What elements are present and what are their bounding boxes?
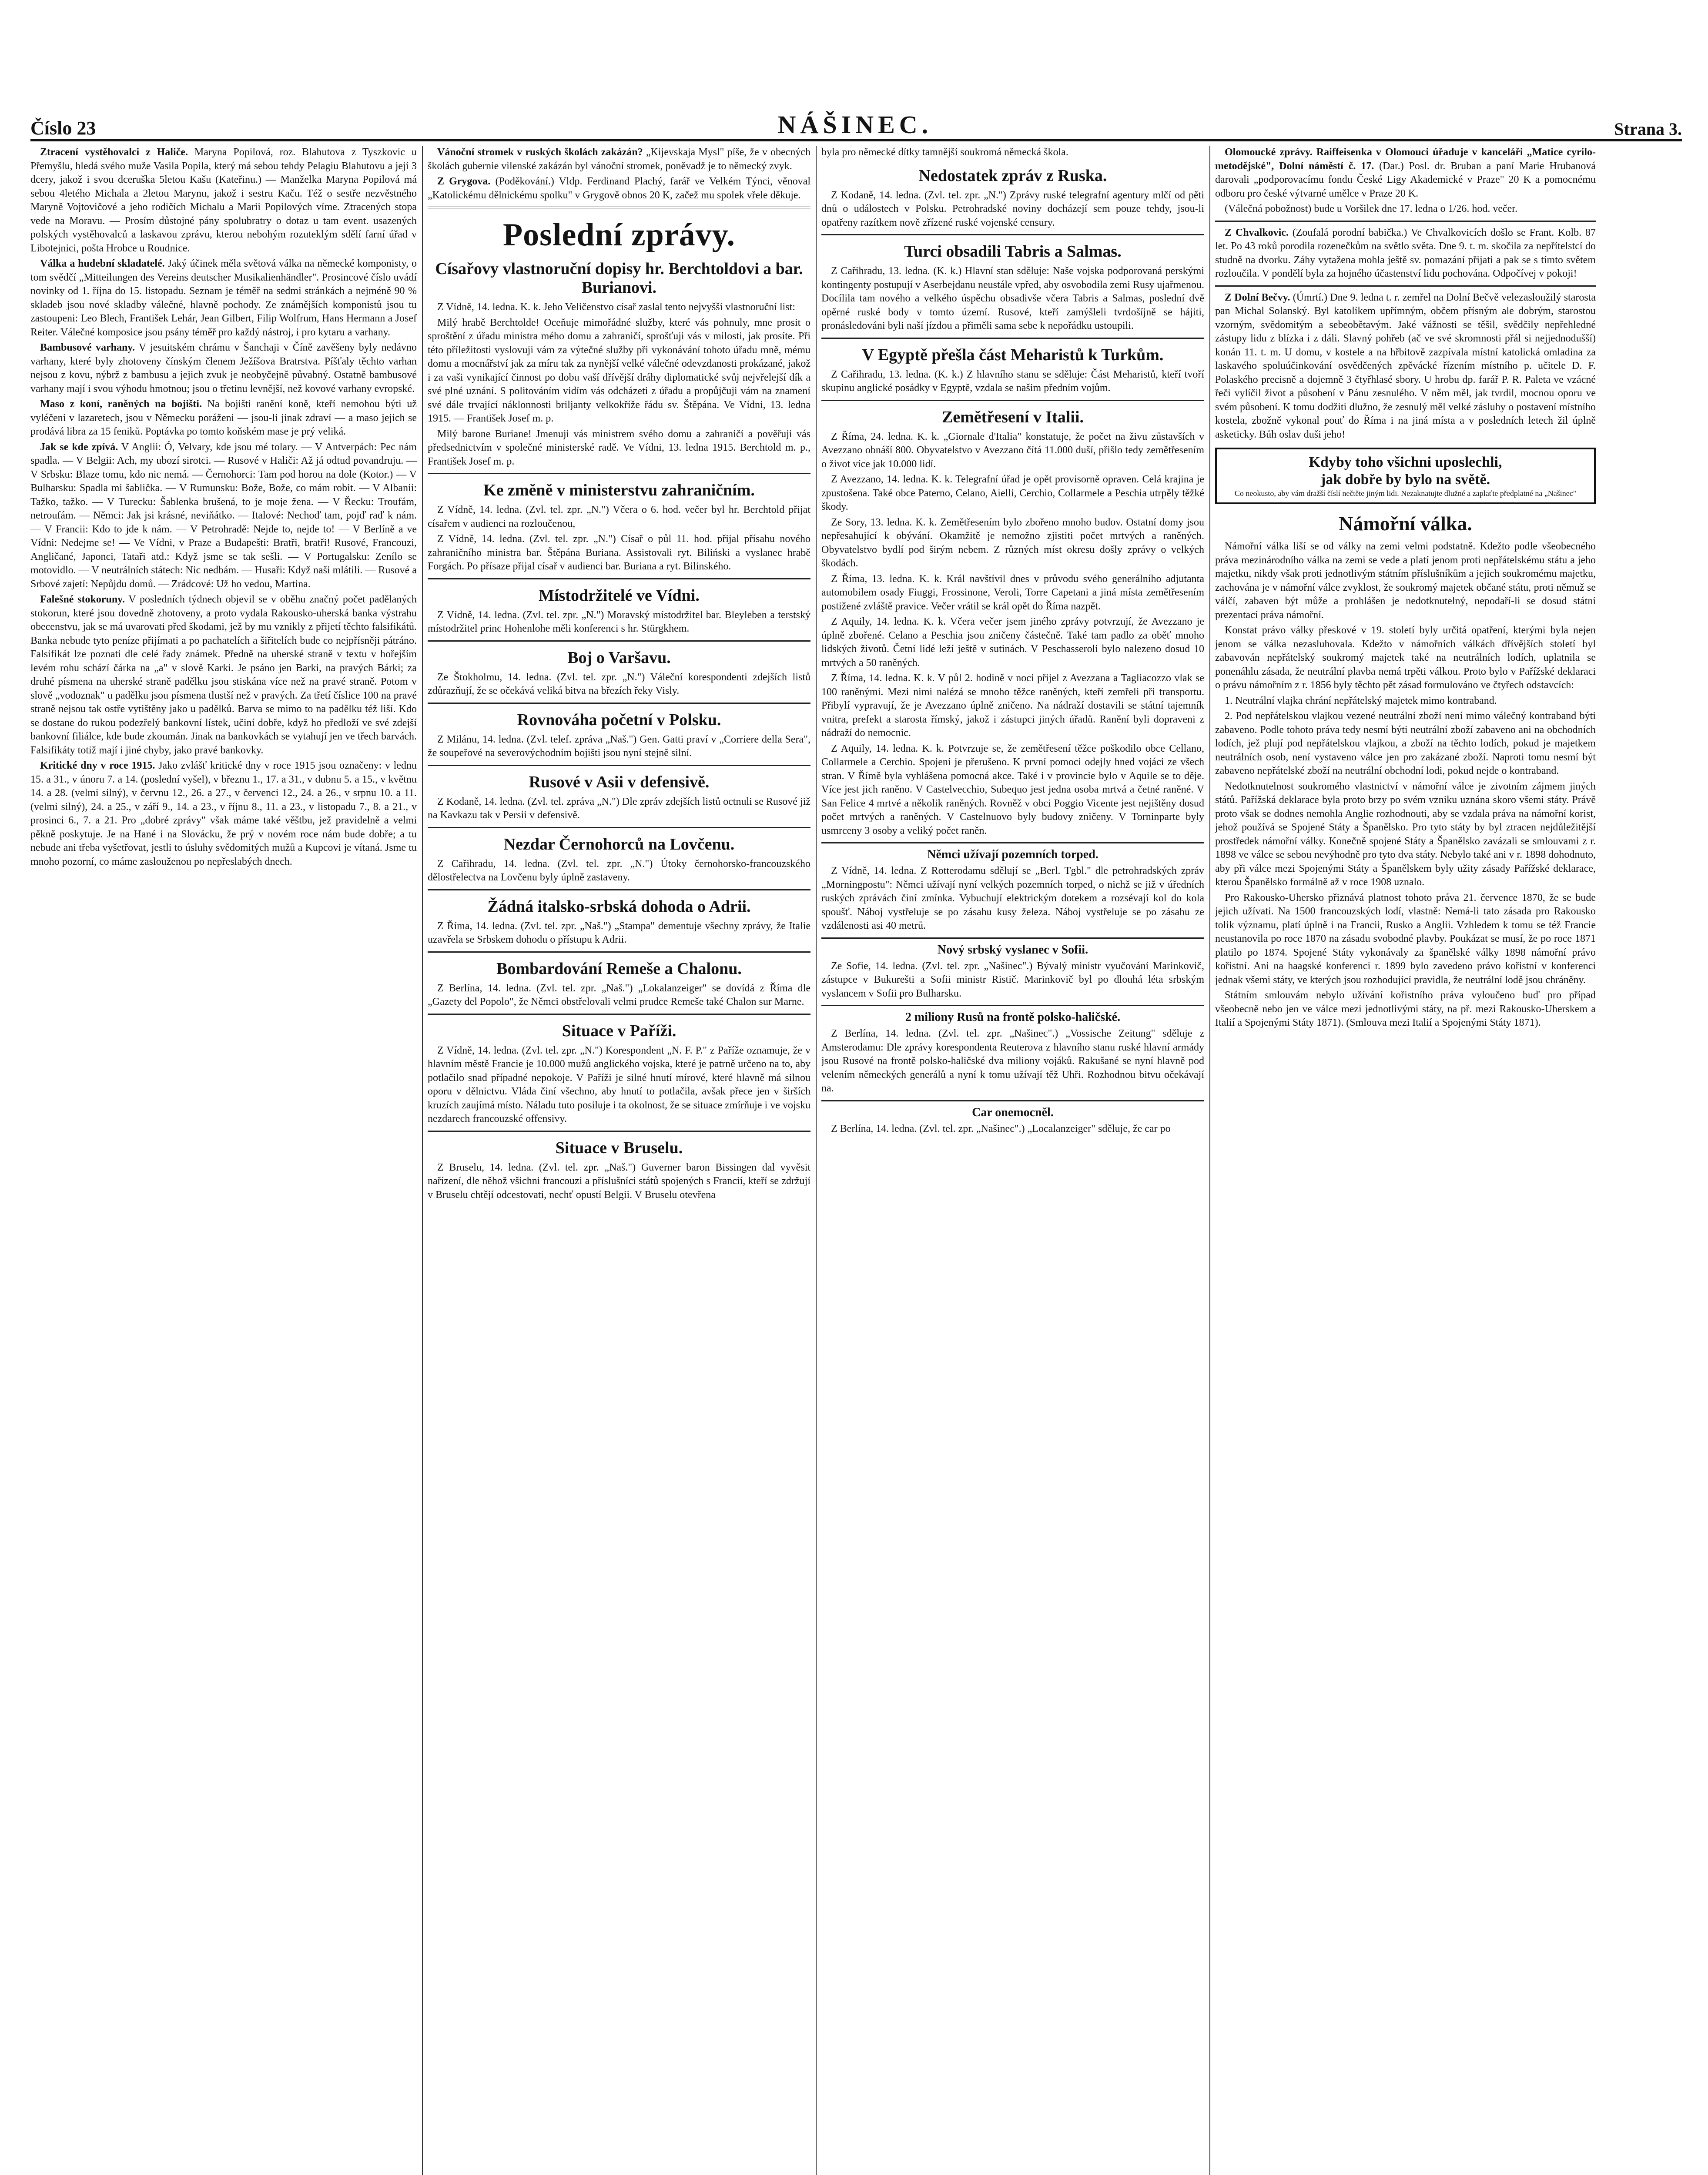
column-3 bbox=[821, 146, 1204, 2175]
article-heading: Rovnováha početní v Polsku. bbox=[517, 710, 721, 729]
subscription-box bbox=[1215, 448, 1596, 504]
news-item-lead: Z Chvalkovic. bbox=[1225, 227, 1289, 238]
article-paragraph: Z Aquily, 14. ledna. K. k. Potvrzuje se, že zemětřesení těžce poškodilo obce Cellano, Collarmele a Cerchio. Spojení je přerušeno. K první pomoci odejly hned vojáci ze všech stran. V Římě byla vyhlášena pomocná akce. Také i v provincie bylo v Aquile se to děje. Více jest jich raněno. V Castelvecchio, Subequo jest jedna osoba mrtvá a četné raněné. V San Felice 4 mrtvé a několik raněných. Rovněž v obci Poggio Vicente jest nejištěny dosud počet mrtvých a raněných. V Castelnuovo byly budovy zničeny. V Torninparte byly usmrceny 3 osoby a veliký počet raněn. bbox=[821, 743, 1204, 837]
section-rule bbox=[821, 842, 1204, 843]
news-item bbox=[1215, 291, 1596, 442]
news-item-text: Na bojišti ranění koně, kteří nemohou býti už vyléčeni v lazaretech, jsou v Německu poráženi — jsou-li jinak zdraví — a maso jejich se prodává libra za 15 feniků. Poptávka po tomto koňském mase je prý veliká. bbox=[30, 398, 417, 437]
section-rule bbox=[428, 889, 810, 890]
article-paragraph: 1. Neutrální vlajka chrání nepřátelský majetek mimo kontraband. bbox=[1225, 695, 1497, 706]
article-heading: Císařovy vlastnoruční dopisy hr. Berchtoldovi a bar. Burianovi. bbox=[435, 260, 803, 297]
section-rule bbox=[821, 1100, 1204, 1101]
section-rule bbox=[428, 827, 810, 828]
column-2-top-notices bbox=[428, 146, 810, 202]
news-item-lead: Válka a hudební skladatelé. bbox=[40, 258, 165, 269]
news-item-text: V posledních týdnech objevil se v oběhu značný počet padělaných stokorun, které jsou dovedně zhotoveny, a proto vydala Rakousko-uherská banka výstrahu obecenstvu, jak se má uvarovati před škodami, jež by mu vznikly z přijetí těchto falsifikátů. Banka nebude tyto peníze přijímati a po pachatelích a šiřitelích bude co nejpřísněji pátráno. Falsifikát lze poznati dle celé řady známek. Předně na uherské straně v textu v hořejším levém rohu schází čárka na „a" v slově Karki. Je psáno jen Barki, na pravých Bárki; za druhé písmena na uherské straně padělku jsou stiskána více než na pravé straně. Potom v slově „vodoznak" u padělku jsou písmena tlustší než v pravých. Za třetí číslice 100 na pravé straně nejsou tak ostře vytištěny jako u padělků. Barva se mimo to na padělku též liší. Kdo se dostane do rukou podezřelý bankovní lístek, učiní dobře, když ho předloží ve své zdejší bankovní filiálce, kde bude zkoumán. Jinak na bankovkách se vytahují jen ve třech barvách. Falsifikáty totiž mají i jiné chyby, jako pravé bankovky. bbox=[30, 594, 417, 756]
section-rule bbox=[428, 765, 810, 766]
newspaper-title: NÁŠINEC. bbox=[777, 110, 933, 139]
article-paragraph: Z Berlína, 14. ledna. (Zvl. tel. zpr. „Našinec".) „Localanzeiger" sděluje, že car po bbox=[831, 1123, 1171, 1134]
section-rule bbox=[821, 338, 1204, 339]
article-paragraph: Z Říma, 13. ledna. K. k. Král navštívil dnes v průvodu svého generálního adjutanta automobilem osady Fiuggi, Frossinone, Veroli, Torre Capetani a jiná místa zemětřesením postižené zvláště pravice. Večer vrátil se král opět do Říma nazpět. bbox=[821, 573, 1204, 612]
news-item-lead: Z Grygova. bbox=[437, 176, 491, 187]
article-paragraph: Z Berlína, 14. ledna. (Zvl. tel. zpr. „Naš.") „Lokalanzeiger" se dovídá z Říma dle „Gazety del Popolo", že Němci obstřelovali velmi prudce Remeše také Chalon sur Marne. bbox=[428, 982, 810, 1007]
article-paragraph: Pro Rakousko-Uhersko přiznává platnost tohoto práva 21. července 1870, že se bude jejich užívati. Na 1500 francouzských lodí, vlastně: Nemá-li tato zásada pro Rakousko tolik významu, platí úplně i na Francii, Rusko a Anglii. Vzhledem k tomu se též Francie neustanovila po roce 1870 na zásadu svobodné plavby. Poukázat se musí, že po roce 1871 platilo po 1874. Spojené Státy vykonávaly za španělské války 1898 námořní právo kořistní. Ani na haagské konferenci r. 1899 bylo zavedeno právo kořistní v konferenci jednak všemi státy, ve kterých jsou rozhodující pravidla, že neutrální lodě jsou chráněny. bbox=[1215, 892, 1596, 986]
news-item-text: V Anglii: Ó, Velvary, kde jsou mé tolary. — V Antverpách: Pec nám spadla. — V Belgii: Ach, my ubozí sirotci. — Rusové v Haliči: Až já odtud povandruju. — V Srbsku: Blaze tomu, kdo nic nemá. — Černohorci: Tam pod horou na dole (Kotor.) — V Bulharsku: Spadla mi šablička. — V Rumunsku: Bože, Bože, co mám robit. — V Albanii: Tažko, tažko. — V Turecku: Šablenka brušená, to je moje žena. — V Řecku: Troufám, netroufám. — Němci: Jak jsi krásné, neviňátko. — Italové: Nechoď tam, pojď raď k nám. — V Francii: Kdo to jde k nám. — V Petrohradě: Nejde to, nejde to! — V Berlíně a ve Vídni: Nedejme se! — Ve Vídni, v Praze a Budapešti: Bratři, bratři! Rusové, Francouzi, Angličané, Japonci, Tataři atd.: Když jsme se tak sešli. — V Portugalsku: Zenílo se motovidlo. — V neutrálních státech: Nic nedbám. — Husaři: Když naši mlátili. — Rusové a Srbové zajetí: Nepůjdu domů. — Zrádcové: Už ho vedou, Martina. bbox=[30, 441, 417, 590]
article-heading: Němci užívají pozemních torped. bbox=[927, 848, 1098, 861]
news-item bbox=[428, 146, 810, 173]
section-rule bbox=[821, 234, 1204, 235]
column-divider bbox=[816, 146, 817, 2175]
article-heading: Rusové v Asii v defensivě. bbox=[529, 773, 710, 791]
article-paragraph: Nedotknutelnost soukromého vlastnictví v námořní válce je zivotním zájmem jiných států. Pařížská deklarace byla proto brzy po svém vzniku uznána skoro všemi státy. Právě proto však se dodnes nemohla Anglie rozhodnouti, aby se vzdala práva na námořní korist, jehož používá se Spojené Státy a Španělsko. Pro tyto státy by byl ztracen nejdůležitější prostředek námořní války. Konečně spojené Státy a Španělsko zavázali se smlouvami z r. 1898 ve válce se sebou nevýhodně pro tyto dva státy. Nebylo také ani v r. 1898 dohodnuto, aby při válce mezi Spojenými Státy a Španělskem byly užity zásady Pařížské deklarace, kterou Španělsko formálně až v roce 1908 uznalo. bbox=[1215, 780, 1596, 888]
news-item-text: (Válečná pobožnost) bude u Voršilek dne 17. ledna o 1/26. hod. večer. bbox=[1225, 203, 1517, 214]
local-news bbox=[1215, 146, 1596, 442]
article-heading: V Egyptě přešla část Meharistů k Turkům. bbox=[862, 345, 1164, 364]
news-item-lead: Kritické dny v roce 1915. bbox=[40, 760, 155, 771]
news-item-lead: Z Dolní Bečvy. bbox=[1225, 291, 1290, 303]
article-paragraph: Z Vídně, 14. ledna. Z Rotterodamu sdělují se „Berl. Tgbl." dle petrohradských zpráv „Morningpostu": Němci užívají nyní velkých pozemních torped, o nichž se již v úředních ruských zprávách činí zmínka. Vybuchují elektrickým dotekem a rozsévají kol do kola spoušť. Náboj vystřeluje se po zásahu kusy železa. Náboj vystřeluje se po zásahu ze vzdálenosti asi 40 metrů. bbox=[821, 865, 1204, 931]
column-divider bbox=[422, 146, 423, 2175]
article-heading: Turci obsadili Tabris a Salmas. bbox=[904, 242, 1122, 261]
news-item-lead: Falešné stokoruny. bbox=[40, 594, 125, 605]
news-item-lead: Jak se kde zpívá. bbox=[40, 441, 118, 453]
section-rule bbox=[428, 473, 810, 474]
article-paragraph: Z Cařihradu, 13. ledna. (K. k.) Hlavní stan sděluje: Naše vojska podporovaná perskými kontingenty postupují v Aserbejdanu neustále vpřed, aby osvobodila zemi Rusy ujařmenou. Docílila tam nového a velkého úspěchu obsadivše včera Tabris a Salmas, poslední dvě opěrné ruské body v tomto území. Rusové, kteří zamýšleli tvrdošíjně se hájiti, pronásledováni byli naší jízdou a přiměli sama sebe k nepořádku ustoupili. bbox=[821, 265, 1204, 331]
article-paragraph: Státním smlouvám nebylo užívání kořistního práva vyloučeno buď pro případ všeobecně nebo jen ve válce mezi jednotlivými státy, na př. mezi Rakousko-Uherskem a Italií a Spojenými Státy 1871). (Smlouva mezi Italií a Spojenými Státy 1871). bbox=[1215, 990, 1596, 1028]
article-paragraph: Ze Sofie, 14. ledna. (Zvl. tel. zpr. „Našinec".) Bývalý ministr vyučování Marinkovič, zástupce v Bukurešti a Sofii ministr Ristič. Marinkovič byl po dlouhá léta srbským vyslancem v Sofii pro Bulharsku. bbox=[821, 960, 1204, 999]
news-item bbox=[30, 441, 417, 592]
news-item bbox=[30, 257, 417, 339]
article-paragraph: Ze Štokholmu, 14. ledna. (Zvl. tel. zpr. „N.") Váleční korespondenti zdejších listů zdůrazňují, že se očekává veliká bitva na březích řeky Visly. bbox=[428, 671, 810, 696]
article-heading: Nezdar Černohorců na Lovčenu. bbox=[503, 835, 735, 853]
article-heading: Situace v Bruselu. bbox=[555, 1138, 683, 1157]
section-rule bbox=[428, 578, 810, 579]
news-item bbox=[30, 759, 417, 869]
news-item bbox=[30, 398, 417, 439]
section-rule bbox=[428, 1131, 810, 1132]
article-paragraph: Z Milánu, 14. ledna. (Zvl. telef. zpráva „Naš.") Gen. Gatti praví v „Corriere della Sera", že soupeřové na severovýchodním bojišti jsou nyní stejně silní. bbox=[428, 733, 810, 759]
section-rule bbox=[428, 1014, 810, 1015]
article-paragraph: Z Kodaně, 14. ledna. (Zvl. tel. zpr. „N.") Zprávy ruské telegrafní agentury mlčí od pěti dnů o událostech v Polsku. Petrohradské noviny docházejí sem pouze tehdy, jsou-li opatřeny razítkem nově zřízené ruské vojenské censury. bbox=[821, 189, 1204, 228]
article-paragraph: Konstat právo války přeskové v 19. století byly určitá opatření, kterými byla nejen jenom se válka nezasluhovala. Kdežto v námořních válkách dřívějších století byl zabavován nepřátelský soukromý majetek také na neutrálních lodích, uplatnila se ponenáhlu zásada, že neutrální plavba nemá trpěti válkou. Proto bylo v Pařížské deklaraci o právu námořním z r. 1856 byly těchto pět zásad formulováno ve čtyřech odstavcích: bbox=[1215, 625, 1596, 691]
article-heading: Boj o Varšavu. bbox=[567, 648, 671, 667]
naval-war-heading: Námořní válka. bbox=[1339, 512, 1472, 535]
news-item bbox=[1215, 146, 1596, 201]
article-paragraph: Z Vídně, 14. ledna. (Zvl. tel. zpr. „N.") Včera o 6. hod. večer byl hr. Berchtold přijat císařem v audienci na rozloučenou, bbox=[428, 504, 810, 529]
box-line-2: jak dobře by bylo na světě. bbox=[1320, 472, 1490, 488]
article-heading: Místodržitelé ve Vídni. bbox=[539, 586, 700, 605]
article-heading: Car onemocněl. bbox=[972, 1105, 1054, 1119]
article-paragraph: Milý barone Buriane! Jmenuji vás ministrem svého domu a zahraničí a pověřuji vás předsednictvím v společné ministerské radě. Ve Vídni, 13. ledna 1915. Berchtold m. p., František Josef m. p. bbox=[428, 428, 810, 467]
article-paragraph: Z Cařihradu, 14. ledna. (Zvl. tel. zpr. „N.") Útoky černohorsko-francouzského dělostřelectva na Lovčenu byly úplně zastaveny. bbox=[428, 858, 810, 883]
article-paragraph: Ze Sory, 13. ledna. K. k. Zemětřesením bylo zbořeno mnoho budov. Ostatní domy jsou nepřesahující k obývání. Okamžitě je nemožno zjistiti počet mrtvých a raněných. Obyvatelstvo bydlí pod širým nebem. Z různých míst okresu došly zprávy o velkých škodách. bbox=[821, 516, 1204, 569]
news-item-text: (Poděkování.) Vldp. Ferdinand Plachý, farář ve Velkém Týnci, věnoval „Katolickému dělnickému spolku" v Grygově obnos 20 K, začež mu spolek vřele děkuje. bbox=[428, 176, 810, 201]
article-paragraph: Z Berlína, 14. ledna. (Zvl. tel. zpr. „Našinec".) „Vossische Zeitung" sděluje z Amsterodamu: Dle zprávy korespondenta Reuterova z hlavního stanu ruské hlavní armády jsou Rusové na frontě polsko-haličské dva miliony vojáků. Rakušané se nyní hlavně pod velením německých generálů a nyní k tomu užívají těž Uhři. Rozhodnou bitvu očekávají na. bbox=[821, 1028, 1204, 1094]
news-item bbox=[1215, 202, 1596, 216]
masthead-rule bbox=[30, 139, 1682, 141]
article-heading: Ke změně v ministerstvu zahraničním. bbox=[483, 481, 755, 499]
article-paragraph: Z Vídně, 14. ledna. (Zvl. tel. zpr. „N.") Korespondent „N. F. P." z Paříže oznamuje, že v hlavním městě Francie je 10.000 mužů anglického vojska, které je patrně určeno na to, aby potlačilo snad případné nepokoje. V Paříži je silné hnutí mírové, které hlavně má silnou oporu v dělnictvu. Vláda činí všechno, aby hnutí to potlačila, avšak přece jen v širších kruzích zaujímá místo. Náladu tuto posiluje i ta okolnost, že se situace zmírňuje i ve vojsku nezdarech francouzské offensivy. bbox=[428, 1044, 810, 1124]
continued-text: byla pro německé dítky tamnější soukromá německá škola. bbox=[821, 147, 1068, 158]
page-number: Strana 3. bbox=[1614, 119, 1682, 139]
article-paragraph: Z Vídně, 14. ledna. K. k. Jeho Veličenstvo císař zaslal tento nejvyšší vlastnoruční list: bbox=[437, 301, 795, 313]
news-item-text: „Kijevskaja Mysl" píše, že v obecných školách gubernie vilenské zakázán byl vánoční stromek, poněvadž je to německý zvyk. bbox=[428, 147, 810, 172]
masthead bbox=[30, 91, 1682, 139]
news-item-lead: Ztracení vystěhovalci z Haliče. bbox=[40, 147, 188, 158]
article-heading: Bombardování Remeše a Chalonu. bbox=[496, 959, 742, 978]
column-3-sections bbox=[821, 167, 1204, 1136]
section-rule bbox=[821, 400, 1204, 401]
latest-news-sections bbox=[428, 260, 810, 1202]
article-paragraph: Z Avezzano, 14. ledna. K. k. Telegrafní úřad je opět provisorně opraven. Celá krajina je zpustošena. Také obce Paterno, Celano, Aielli, Cerchio, Collarmele a Peschia utrpěly těžké škody. bbox=[821, 474, 1204, 512]
article-heading: Žádná italsko-srbská dohoda o Adrii. bbox=[487, 897, 751, 916]
news-item-text: (Zoufalá porodní babička.) Ve Chvalkovicích došlo se Frant. Kolb. 87 let. Po 43 roků porodila rozenečkům na světlo světa. Dne 9. t. m. skočila za nepřítelstcí do studně na dvorku. Záhy vytažena mohla ještě sv. pomazání přijati a pak se s tímto světem rozloučila. V pondělí byla za hojného účastenství lidu pochována. Odpočívej v pokoji! bbox=[1215, 227, 1596, 279]
article-paragraph: Z Vídně, 14. ledna. (Zvl. tel. zpr. „N.") Císař o půl 11. hod. přijal přísahu nového zahraničního ministra bar. Štěpána Buriana. Assistovali ryt. Biliński a vyslanec hrabě Forgách. Po přísaze přijal císař v audienci bar. Buriana a ryt. Bilinského. bbox=[428, 533, 810, 572]
article-paragraph: Z Aquily, 14. ledna. K. k. Včera večer jsem jiného zprávy potvrzují, že Avezzano je úplně zbořené. Celano a Peschia jsou zničeny částečně. Také tam padlo za oběť mnoho lidských životů. Četní lidé leží ještě v sutinách. V Peschasseroli bylo nalezeno dosud 10 mrtvých a 50 raněných. bbox=[821, 616, 1204, 669]
article-paragraph: Z Říma, 14. ledna. K. k. V půl 2. hodině v noci přijel z Avezzana a Tagliacozzo vlak se 100 raněnými. Mezi nimi nalézá se mnoho těžce raněných, kteří zemřeli při transportu. Přibylí vypravují, že je Avezzano úplně zničeno. Na nádraží dostavili se státní tajemník vnitra, prefekt a starosta římský, jakož i zástupci jiných úřadů. Ranění byli dopraveni z nádraží do nemocnic. bbox=[821, 673, 1204, 739]
article-paragraph: Z Bruselu, 14. ledna. (Zvl. tel. zpr. „Naš.") Guverner baron Bissingen dal vyvěsit nařízení, dle něhož všichni francouzi a příslušníci států spojených s Francií, kteří se zdržují v Bruselu chtějí odcestovati, nechť opustí Belgii. V Bruselu otevřena bbox=[428, 1161, 810, 1201]
box-small-print: Co neokusto, aby vám dražší číslí nečtěte jiným lidi. Nezaknatujte dlužné a zaplaťte předplatné na „Našinec" bbox=[1234, 489, 1577, 498]
article-paragraph: 2. Pod nepřátelskou vlajkou vezené neutrální zboží není mimo válečný kontraband býti zabaveno. Podle tohoto práva tedy nesmí býti neutrální zboží zabaveno ani na obchodních lodích, jež plují pod nepřátelskou vlajkou, a zboží na těchto lodích, pokud je majetkem neutrálních osob, není vystaveno válce jen pro zakázané zboží. Naproti tomu nesmí být zabaveno nepřátelské zboží na neutrální obchodní lodi, pokud nejde o kontraband. bbox=[1215, 710, 1596, 776]
section-rule bbox=[428, 640, 810, 642]
issue-number: Číslo 23 bbox=[30, 117, 96, 139]
column-1 bbox=[30, 146, 417, 2175]
article-heading: Nový srbský vyslanec v Sofii. bbox=[937, 943, 1088, 957]
news-item bbox=[30, 146, 417, 255]
article-heading: Situace v Paříži. bbox=[562, 1021, 677, 1040]
section-rule bbox=[1215, 221, 1596, 222]
news-item bbox=[30, 593, 417, 757]
news-item-text: Jako zvlášť kritické dny v roce 1915 jsou označeny: v lednu 15. a 31., v únoru 7. a 14. (poslední vyšel), v březnu 1., 17. a 31., v dubnu 5. a 15., v květnu 14. a 28. (velmi silný), v červnu 12., 26. a 27., v červenci 12., 24. a 26., v srpnu 10. a 11. (velmi silný), 24. a 25., v září 9., 14. a 23., v říjnu 8., 11. a 23., v listopadu 7., 8. a 21., v prosinci 6., 7. a 21. Pro „dobré zprávy" však máme také věštbu, jež pravidelně a velmi pěkně poskytuje. Je na Hané i na Slovácku, že prý v novém roce nám bude dobře; a tu nebude ani třeba vyšetřovat, jestli to úsluhy svědomitých mužů a Kupcovi je vítaná. Jsme tu mnoho pozorní, co máme zaslouženou po nepřeslabých dnech. bbox=[30, 760, 417, 867]
article-paragraph: Milý hrabě Berchtolde! Oceňuje mimořádné služby, které vás pohnuly, mne prosit o sproštění z úřadu ministra mého domu a zahraničí, sprošťuji vás v milosti, jak prosíte. Při této příležitosti vyslovuji vám za výtečné služby při vykonávání tohoto úřadu mně, mému domu a mocnářství jak za míru tak za nynější velké válečné odevzdanosti prokázané, jakož i za vaši vynikající činnost po dobu vaší dřívější dráhy diplomatické svůj nejvřelejší dík a své plné uznání. S politováním vidím vás odcházeti z úřadu a propůjčuji vám na znamení své dále trvající náklonnosti briljanty velkokříže řádu sv. Štěpána. Ve Vídni, 13. ledna 1915. — František Josef m. p. bbox=[428, 317, 810, 424]
column-4 bbox=[1215, 146, 1596, 2175]
column-2 bbox=[428, 146, 810, 2175]
news-item-text: Maryna Popilová, roz. Blahutova z Tyszkovic u Přemyšlu, hledá svého muže Vasila Popila, který má sebou tehdy Pelagiu Blahutovu a její 3 dcery, jakož i svou dceruška 5letou Kašu (Kateřinu.) — Manželka Maryna Popilová má sebou 4letého Michala a 2letou Marynu, jakož i sestru Kaču. Též o sestře nezvěstného Maryně Vojtovičové a jeho rodičích Michalu a Marii Popilových víme. Ztracených stopa vede na Moravu. — Prosím důstojné pány spolubratry o dotaz u tam event. usazených polských vystěhovalců a laskavou zprávu, kterou nebohým rozuteklým sdělí farní úřad v Libotejnici, pošta Hrobce u Roudnice. bbox=[30, 147, 417, 254]
news-item bbox=[1215, 226, 1596, 281]
article-heading: Nedostatek zpráv z Ruska. bbox=[918, 166, 1107, 185]
news-item bbox=[30, 341, 417, 396]
news-item bbox=[428, 175, 810, 202]
news-item-text: (Úmrtí.) Dne 9. ledna t. r. zemřel na Dolní Bečvě velezasloužilý starosta pan Michal Solanský. Byl katolíkem upřímným, občem přísným ale dobrým, starostou vzorným, svědomitým a sebeobětavým. Jaké vážnosti se těšil, svědčily nepřehledné zástupy lidu z blízka i z dáli. Slavný pohřeb (ač ve své skromnosti přál si nejjednodušší) konán 11. t. m. U domu, v kostele a na hřbitově zazpívala místní katolická omladina za laskavého spoluúčinkování osvědčených zpěvácké řízením místního p. učitele D. F. Polaského precisně a dojemně 3 čtyřhlasé sbory. U hrobu dp. farář P. R. Paleta ve vzácné řeči vylíčil život a působení v Pánu zesnulého. V něm měl, jak tvrdil, mocnou oporu ve svém působení. K tomu dodžiti dlužno, že zesnulý měl velké zásluhy o postavení místního kostela, zbožně vykonal pouť do Říma i na jiná místa a v posledních letech žil úplně asketicky. Bůh oslav duši jeho! bbox=[1215, 291, 1596, 440]
news-item-lead: Maso z koní, raněných na bojišti. bbox=[40, 398, 202, 410]
article-heading: 2 miliony Rusů na frontě polsko-haličské. bbox=[905, 1011, 1121, 1024]
article-paragraph: Z Říma, 14. ledna. (Zvl. tel. zpr. „Naš.") „Stampa" dementuje všechny zprávy, že Italie uzavřela se Srbskem dohodu o přístupu k Adrii. bbox=[428, 920, 810, 945]
section-rule bbox=[428, 951, 810, 953]
article-paragraph: Z Říma, 24. ledna. K. k. „Giornale d'Italia" konstatuje, že počet na živu zůstavších v Avezzano obnáší 800. Obyvatelstvo v Avezzano čítá 11.000 duší, přišlo tedy zemětřesením o život více jak 10.000 lidí. bbox=[821, 431, 1204, 470]
section-rule bbox=[1215, 285, 1596, 287]
news-item-lead: Vánoční stromek v ruských školách zakázán? bbox=[437, 147, 643, 158]
column-divider bbox=[1209, 146, 1210, 2175]
section-rule bbox=[428, 703, 810, 704]
article-paragraph: Z Vídně, 14. ledna. (Zvl. tel. zpr. „N.") Moravský místodržitel bar. Bleyleben a terstský místodržitel princ Hohenlohe měli konferenci s hr. Stürgkhem. bbox=[428, 609, 810, 634]
article-paragraph: Námořní válka liší se od války na zemi velmi podstatně. Kdežto podle všeobecného práva mezinárodního válka na zemi se vede a platí jenom proti nepřátelskému státu a jeho majetku, nikdy však proti jednotlivým státním příslušníkům a jejich soukromému majetku, zachována je v námořní válce zvyklost, že soukromý majetek občané státu, proti němuž se válčí, zabaven být může a prohlášen je nedotknutelný, nepodaří-li se dosud státní prezentací práva námořní. bbox=[1215, 541, 1596, 621]
news-item-text: V jesuitském chrámu v Šanchaji v Číně zavěšeny byly nedávno varhany, které byly zhotoveny čínským členem Ježíšova Bratrstva. Píšťaly těchto varhan nejsou z kovu, nýbrž z bambusu a jejich zvuk je neobyčejně půvabný. Ostatně bambusové varhany mají i svou výhodu hmotnou; jsou o třetinu levnější, než kovové varhany evropské. bbox=[30, 342, 417, 395]
news-item-lead: Olomoucké zprávy. Raiffeisenka v Olomouci úřaduje v kanceláři „Matice cyrilo-metodějské", Dolní náměstí č. 17. bbox=[1215, 147, 1596, 172]
section-rule bbox=[428, 207, 810, 209]
naval-war-article bbox=[1215, 540, 1596, 1030]
news-item-text: Jaký účinek měla světová válka na německé komponisty, o tom svědčí „Mitteilungen des Vereins deutscher Musikalienhändler". Prosincové číslo uvádí novinky od 1. října do 15. listopadu. Seznam je téměř na sedmi stránkách a nejméně 90 % skladeb jsou nové skladby válečné, hlavně pochody. Ze známějších komponistů jsou tu zastoupeni: Leo Blech, František Lehár, Jean Gilbert, Filip Wolfrum, Hans Hermann a Josef Reiter. Válečné komposice jsou psány téměř pro každý nástroj, i pro kytaru a varhany. bbox=[30, 258, 417, 338]
news-item-lead: Bambusové varhany. bbox=[40, 342, 135, 353]
article-paragraph: Z Cařihradu, 13. ledna. (K. k.) Z hlavního stanu se sděluje: Část Meharistů, kteří tvoří skupinu anglické posádky v Egyptě, vzdala se našim předním vojům. bbox=[821, 368, 1204, 394]
box-line-1: Kdyby toho všichni uposlechli, bbox=[1309, 454, 1502, 470]
article-paragraph: Z Kodaně, 14. ledna. (Zvl. tel. zpráva „N.") Dle zpráv zdejších listů octnuli se Rusové již na Kavkazu tak v Persii v defensivě. bbox=[428, 796, 810, 821]
news-item-text: (Dar.) Posl. dr. Bruban a paní Marie Hrubanová darovali „podporovacímu fondu České Ligy Akademické v Praze" 20 K a pomocnému odboru pro české výtvarné umělce v Praze 20 K. bbox=[1215, 160, 1596, 199]
section-rule bbox=[821, 1005, 1204, 1006]
latest-news-heading: Poslední zprávy. bbox=[502, 217, 736, 253]
section-rule bbox=[821, 937, 1204, 939]
article-heading: Zemětřesení v Italii. bbox=[941, 408, 1084, 426]
